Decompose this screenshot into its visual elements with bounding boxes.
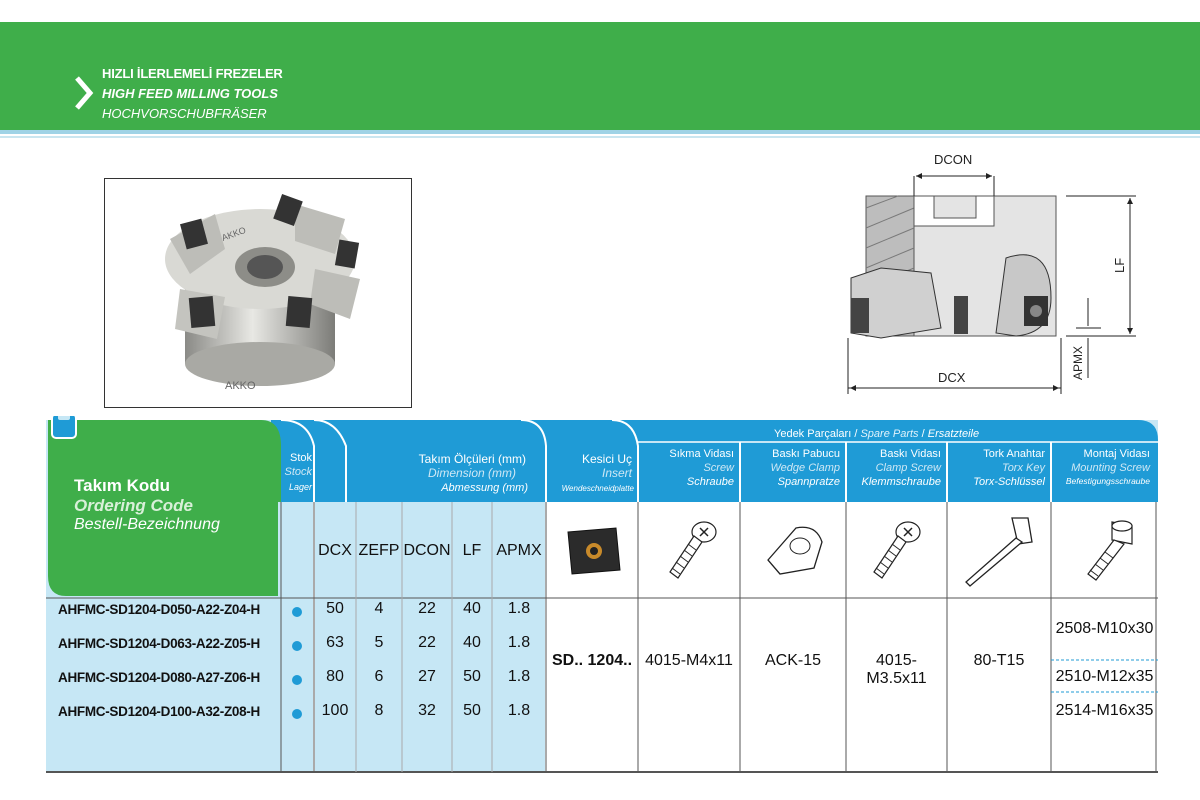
spare-col-3-de: Torx-Schlüssel: [973, 476, 1045, 488]
lf-label: LF: [1112, 257, 1127, 273]
table-cell-lf: 40: [463, 634, 481, 651]
table-cell-dcon: 22: [418, 634, 436, 651]
product-table: [46, 416, 1158, 774]
wedge-value: ACK-15: [764, 652, 822, 669]
spare-sep2: /: [921, 428, 925, 440]
svg-text:AKKO: AKKO: [220, 224, 248, 243]
table-row-code: AHFMC-SD1204-D063-A22-Z05-H: [58, 636, 260, 651]
spare-col-4-en: Mounting Screw: [1071, 462, 1150, 474]
col-apmx: APMX: [496, 542, 542, 559]
spare-col-2-en: Clamp Screw: [875, 462, 941, 474]
col-dcx: DCX: [318, 542, 352, 559]
spare-col-0-en: Screw: [703, 462, 734, 474]
mounting-screw-icon: [1076, 516, 1140, 586]
insert-tr: Kesici Uç: [581, 452, 632, 466]
ordering-code-de: Bestell-Bezeichnung: [74, 516, 220, 533]
spare-col-4-de: Befestigungsschraube: [1065, 476, 1150, 486]
table-cell-dcon: 22: [418, 600, 436, 617]
mounting-value-3: 2514-M16x35: [1055, 702, 1154, 719]
spare-col-0-tr: Sıkma Vidası: [669, 448, 734, 460]
table-cell-dcx: 50: [326, 600, 344, 617]
mounting-value-2: 2510-M12x35: [1055, 668, 1154, 685]
table-cell-lf: 50: [463, 668, 481, 685]
spare-en: Spare Parts: [860, 428, 919, 440]
stock-dot-icon: [292, 607, 302, 617]
table-cell-lf: 50: [463, 702, 481, 719]
title-en: HIGH FEED MILLING TOOLS: [102, 86, 278, 101]
clamp-screw-value: 4015-M3.5x11: [866, 652, 927, 687]
dcon-label: DCON: [934, 152, 973, 167]
spare-parts-title: [774, 428, 979, 440]
spare-col-4-tr: Montaj Vidası: [1083, 448, 1150, 460]
table-cell-dcx: 100: [321, 702, 349, 719]
title-tr: HIZLI İLERLEMELİ FREZELER: [102, 66, 283, 81]
insert-icon: [562, 524, 626, 580]
banner-divider: [0, 130, 1200, 134]
product-photo: [104, 178, 412, 408]
insert-value: SD.. 1204..: [551, 652, 633, 669]
torx-value: 80-T15: [973, 652, 1025, 669]
apmx-label: APMX: [1071, 345, 1085, 380]
insert-en: Insert: [601, 466, 632, 480]
table-row-code: AHFMC-SD1204-D100-A32-Z08-H: [58, 704, 260, 719]
stock-dot-icon: [292, 709, 302, 719]
table-cell-zefp: 4: [374, 600, 384, 617]
spare-col-3-en: Torx Key: [1001, 462, 1045, 474]
screw-value: 4015-M4x11: [645, 652, 733, 669]
screw-icon: [658, 516, 722, 586]
insert-de: Wendeschneidplatte: [561, 484, 634, 493]
table-row-code: AHFMC-SD1204-D080-A27-Z06-H: [58, 670, 260, 685]
table-row-code: AHFMC-SD1204-D050-A22-Z04-H: [58, 602, 260, 617]
dimension-tr: Takım Ölçüleri (mm): [418, 452, 526, 466]
spare-de: Ersatzteile: [927, 428, 980, 440]
stock-dot-icon: [292, 641, 302, 651]
table-cell-dcon: 32: [418, 702, 436, 719]
col-lf: LF: [462, 542, 482, 559]
chevron-right-icon: [74, 76, 94, 110]
spare-col-0-de: Schraube: [686, 476, 734, 488]
table-cell-dcon: 27: [418, 668, 436, 685]
dimension-de: Abmessung (mm): [441, 482, 528, 494]
spare-tr: Yedek Parçaları: [774, 428, 852, 440]
table-cell-dcx: 63: [326, 634, 344, 651]
dcx-label: DCX: [938, 370, 966, 385]
spare-col-2-de: Klemmschraube: [861, 476, 941, 488]
table-cell-zefp: 6: [374, 668, 384, 685]
dimension-en: Dimension (mm): [427, 466, 516, 480]
table-cell-apmx: 1.8: [507, 634, 531, 651]
table-cell-apmx: 1.8: [507, 668, 531, 685]
stock-de: Lager: [288, 482, 312, 492]
ordering-code-tr: Takım Kodu: [74, 476, 171, 495]
spare-col-1-en: Wedge Clamp: [770, 462, 840, 474]
spare-col-1-tr: Baskı Pabucu: [772, 448, 840, 460]
spare-col-1-de: Spannpratze: [777, 476, 840, 488]
table-cell-zefp: 5: [374, 634, 384, 651]
spare-sep1: /: [854, 428, 858, 440]
stock-en: Stock: [284, 466, 312, 478]
technical-drawing: [836, 148, 1136, 398]
spare-col-3-tr: Tork Anahtar: [983, 448, 1045, 460]
title-de: HOCHVORSCHUBFRÄSER: [102, 106, 267, 121]
col-zefp: ZEFP: [358, 542, 400, 559]
torx-key-icon: [958, 512, 1042, 590]
ordering-code-en: Ordering Code: [74, 496, 194, 515]
spare-col-2-tr: Baskı Vidası: [880, 448, 941, 460]
table-cell-apmx: 1.8: [507, 702, 531, 719]
clamp-screw-icon: [862, 516, 926, 586]
svg-text:AKKO: AKKO: [225, 380, 256, 392]
stock-dot-icon: [292, 675, 302, 685]
col-dcon: DCON: [403, 542, 451, 559]
stock-tr: Stok: [289, 452, 312, 464]
table-cell-dcx: 80: [326, 668, 344, 685]
table-cell-zefp: 8: [374, 702, 384, 719]
banner-divider-thin: [0, 136, 1200, 138]
wedge-clamp-icon: [760, 516, 830, 586]
mounting-value-1: 2508-M10x30: [1055, 620, 1154, 637]
table-cell-lf: 40: [463, 600, 481, 617]
table-cell-apmx: 1.8: [507, 600, 531, 617]
